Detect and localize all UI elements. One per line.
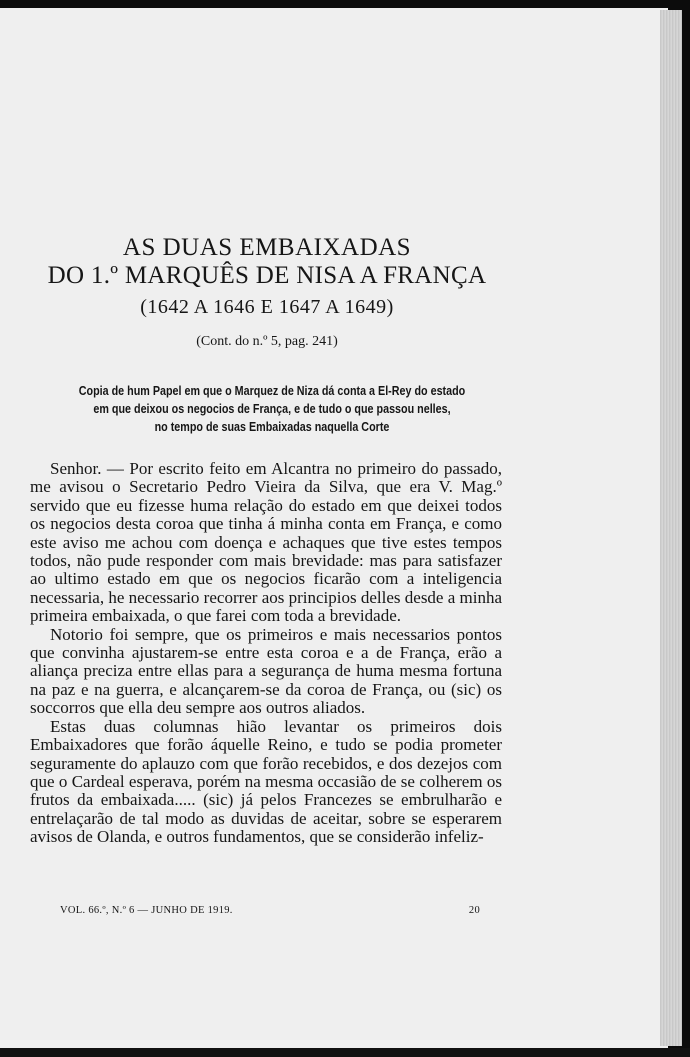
paragraph-3: Estas duas columnas hião levantar os primeiros dois Embaixadores que forão áquelle Reino, e tudo se podia prometer seguramente do aplauzo com que forão recebidos, e dos dezejos com que o Cardeal esperava, porém na mesma occasião de se colherem os frutos da embaixada..... (sic) já pelos Francezes se embrulharão e entrelaçarão de tal modo as duvidas de aceitar, sobre se esperarem avisos de Olanda, e outros fundamentos, que se considerão infeliz- <box>30 716 502 847</box>
article-title-line2: DO 1.º MARQUÊS DE NISA A FRANÇA <box>47 262 487 289</box>
page-stack-edge <box>660 10 682 1046</box>
section-heading-line1: Copia de hum Papel em que o Marquez de Niza dá conta a El-Rey do estado <box>78 384 466 398</box>
continuation-note: (Cont. do n.º 5, pag. 241) <box>196 334 338 349</box>
page-footer <box>60 905 480 916</box>
section-heading <box>72 382 471 436</box>
volume-info: VOL. 66.º, N.º 6 — JUNHO DE 1919. <box>60 905 233 916</box>
article-title-line1: AS DUAS EMBAIXADAS <box>122 234 412 261</box>
scan-border <box>0 1048 690 1057</box>
page-number: 20 <box>468 905 480 916</box>
article-dates: (1642 A 1646 E 1647 A 1649) <box>140 296 394 318</box>
paragraph-2: Notorio foi sempre, que os primeiros e mais necessarios pontos que convinha ajustarem-se entre esta coroa e a de França, erão a aliança preciza entre ellas para a segurança de huma mesma fortuna na paz e na guerra, e alcançarem-se da coroa de França, ou (sic) os soccorros que ella deu sempre aos outros aliados. <box>30 624 502 718</box>
paragraph-1: Senhor. — Por escrito feito em Alcantra no primeiro do passado, me avisou o Secretario Pedro Vieira da Silva, que era V. Mag.º servido que eu fizesse huma relação do estado em que deixei todos os negocios desta coroa que tinha á minha conta em França, e como este aviso me achou com doença e achaques que tive estes tempos todos, não pude responder com mais brevidade: mas para satisfazer ao ultimo estado em que os negocios ficarão com a inteligencia necessaria, he necessario recorrer aos principios delles desde a minha primeira embaixada, o que farei com toda a brevidade. <box>30 459 503 626</box>
section-heading-line2: em que deixou os negocios de França, e de tudo o que passou nelles, <box>93 402 451 416</box>
section-heading-line3: no tempo de suas Embaixadas naquella Corte <box>154 420 390 434</box>
body-text <box>30 460 502 847</box>
